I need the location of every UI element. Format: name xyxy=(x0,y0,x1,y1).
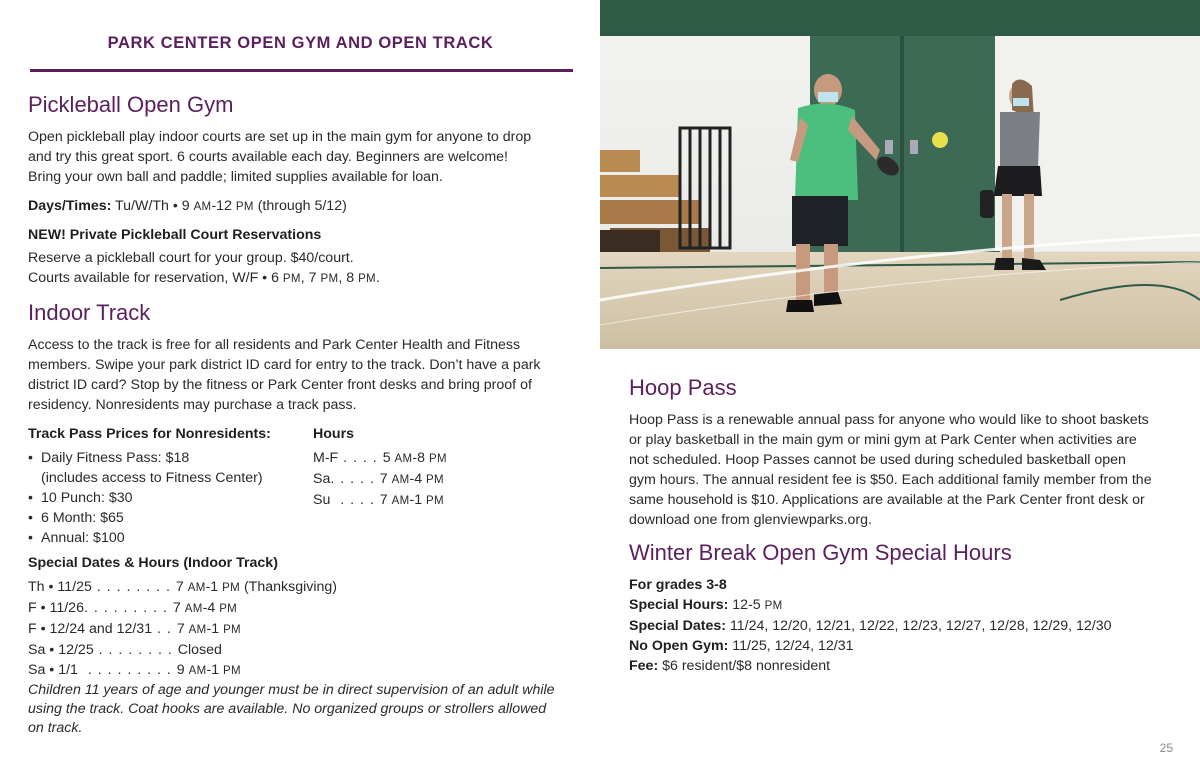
winter-hours-label: Special Hours: xyxy=(629,597,729,613)
pm-label: PM xyxy=(428,453,447,465)
private-reservations-title xyxy=(28,225,321,245)
hoop-line: download one from glenviewparks.org. xyxy=(629,512,872,528)
hours-row xyxy=(313,448,447,469)
hours-time: -1 xyxy=(409,492,427,508)
pickleball-heading: Pickleball Open Gym xyxy=(28,92,234,117)
winter-details xyxy=(629,575,1169,676)
pickleball-line: Bring your own ball and paddle; limited supplies available for loan. xyxy=(28,169,443,185)
special-row xyxy=(28,619,573,640)
hours-list xyxy=(313,448,447,511)
track-note-line: on track. xyxy=(28,720,83,736)
special-time: 7 xyxy=(176,621,189,637)
leader-dots: . . . . . . . . xyxy=(93,642,178,658)
private-text: . xyxy=(375,270,380,286)
price-subtext: (includes access to Fitness Center) xyxy=(41,470,263,486)
winter-grades-text: For grades 3-8 xyxy=(629,577,727,593)
special-note: (Thanksgiving) xyxy=(240,579,337,595)
leader-dots: . . . . xyxy=(338,450,383,466)
hours-row xyxy=(313,490,447,511)
track-description xyxy=(28,335,573,415)
pm-label: PM xyxy=(426,474,444,486)
hoop-line: Hoop Pass is a renewable annual pass for anyone who would like to shoot baskets xyxy=(629,412,1149,428)
winter-no-open-gym xyxy=(629,636,1169,656)
winter-noopen-label: No Open Gym: xyxy=(629,638,729,654)
leader-dots: . . . . . . . . xyxy=(91,579,176,595)
special-row xyxy=(28,640,573,660)
leader-dots: . . . . . . . . . xyxy=(77,662,177,678)
hours-time: 5 xyxy=(382,450,395,466)
winter-fee xyxy=(629,656,1169,676)
special-title-text: Special Dates & Hours (Indoor Track) xyxy=(28,555,278,571)
special-date: Th • 11/25 xyxy=(28,579,92,595)
leader-dots: . . . . xyxy=(330,492,380,508)
winter-fee-label: Fee: xyxy=(629,658,659,674)
pm-label: PM xyxy=(358,273,376,285)
private-text: , 7 xyxy=(300,270,321,286)
hoop-line: gym hours. The annual resident fee is $50. Each additional family member from the xyxy=(629,472,1152,488)
prices-title xyxy=(28,424,271,444)
pm-label: PM xyxy=(223,624,241,636)
winter-section xyxy=(629,540,1169,676)
private-text: , 8 xyxy=(338,270,359,286)
am-label: AM xyxy=(394,453,413,465)
price-text: 10 Punch: $30 xyxy=(41,490,133,506)
days-text: -12 xyxy=(211,198,236,214)
pm-label: PM xyxy=(219,603,238,615)
hours-row xyxy=(313,469,447,490)
bullet: • xyxy=(28,490,33,506)
days-text: (through 5/12) xyxy=(253,198,347,214)
pm-label: PM xyxy=(282,273,301,285)
pickleball-description xyxy=(28,127,573,187)
list-item xyxy=(28,488,308,508)
leader-dots: . . . . . xyxy=(330,471,380,487)
track-line: district ID card? Stop by the fitness or Park Center front desks and bring proof of xyxy=(28,377,532,393)
photo-illustration xyxy=(600,0,1200,349)
hoop-line: or play basketball in the main gym or mini gym at Park Center when activities are xyxy=(629,432,1137,448)
winter-fee-value: $6 resident/$8 nonresident xyxy=(658,658,831,674)
track-note xyxy=(28,681,573,738)
pm-label: PM xyxy=(764,600,783,612)
hoop-heading: Hoop Pass xyxy=(629,375,737,400)
special-time: -4 xyxy=(202,600,220,616)
hours-time: 7 xyxy=(379,471,392,487)
special-dates-list xyxy=(28,577,573,681)
hoop-line: not scheduled. Hoop Passes cannot be used during scheduled basketball open xyxy=(629,452,1126,468)
special-row xyxy=(28,660,573,681)
header-divider xyxy=(30,69,573,72)
special-time: -1 xyxy=(205,579,223,595)
special-time: -1 xyxy=(206,621,224,637)
winter-heading: Winter Break Open Gym Special Hours xyxy=(629,540,1012,565)
track-note-line: using the track. Coat hooks are available. No organized groups or strollers allowed xyxy=(28,701,547,717)
special-time: -1 xyxy=(206,662,224,678)
hours-title xyxy=(313,424,354,444)
special-row xyxy=(28,598,573,619)
winter-hours xyxy=(629,595,1169,616)
am-label: AM xyxy=(187,582,206,594)
leader-dots: . . xyxy=(152,621,177,637)
am-label: AM xyxy=(391,474,410,486)
winter-noopen-value: 11/25, 12/24, 12/31 xyxy=(728,638,854,654)
list-item xyxy=(28,528,308,548)
bullet: • xyxy=(28,450,33,466)
pickleball-line: and try this great sport. 6 courts available each day. Beginners are welcome! xyxy=(28,149,508,165)
am-label: AM xyxy=(188,624,207,636)
am-label: AM xyxy=(188,665,207,677)
hours-day: M-F xyxy=(313,450,339,466)
winter-dates-value: 11/24, 12/20, 12/21, 12/22, 12/23, 12/27, 12/28, 12/29, 12/30 xyxy=(726,618,1112,634)
list-item xyxy=(28,508,308,528)
pm-label: PM xyxy=(223,665,241,677)
special-time: Closed xyxy=(177,642,222,658)
special-time: 7 xyxy=(175,579,188,595)
special-time: 7 xyxy=(172,600,185,616)
pickleball-photo xyxy=(600,0,1200,349)
page-title: PARK CENTER OPEN GYM AND OPEN TRACK xyxy=(107,34,494,52)
special-time: 9 xyxy=(176,662,189,678)
pickleball-days xyxy=(28,196,347,217)
hoop-line: same household is $10. Applications are available at the Park Center front desk or xyxy=(629,492,1145,508)
list-item xyxy=(28,448,308,468)
private-line: Reserve a pickleball court for your group. $40/court. xyxy=(28,250,354,266)
special-date: F • 11/26 xyxy=(28,600,84,616)
special-row xyxy=(28,577,573,598)
pm-label: PM xyxy=(426,495,444,507)
hoop-section xyxy=(629,375,1169,530)
hours-day: Su xyxy=(313,492,331,508)
hours-time: -4 xyxy=(409,471,427,487)
private-line xyxy=(28,268,380,289)
special-date: Sa • 12/25 xyxy=(28,642,94,658)
prices-list xyxy=(28,448,308,548)
winter-hours-value: 12-5 xyxy=(728,597,765,613)
am-label: AM xyxy=(193,201,212,213)
track-line: members. Swipe your park district ID card for entry to the track. Don’t have a park xyxy=(28,357,541,373)
pm-label: PM xyxy=(235,201,254,213)
leader-dots: . . . . . . . . . xyxy=(83,600,173,616)
winter-dates-label: Special Dates: xyxy=(629,618,726,634)
hours-time: 7 xyxy=(379,492,392,508)
winter-dates xyxy=(629,616,1169,636)
am-label: AM xyxy=(184,603,203,615)
track-line: residency. Nonresidents may purchase a track pass. xyxy=(28,397,357,413)
winter-grades xyxy=(629,575,1169,595)
page-number: 25 xyxy=(1159,741,1173,755)
right-column xyxy=(600,0,1200,779)
track-note-line: Children 11 years of age and younger must be in direct supervision of an adult while xyxy=(28,682,555,698)
private-text: Courts available for reservation, W/F • 6 xyxy=(28,270,283,286)
pm-label: PM xyxy=(320,273,339,285)
price-text: Annual: $100 xyxy=(41,530,125,546)
days-text: Tu/W/Th • 9 xyxy=(115,198,194,214)
prices-title-text: Track Pass Prices for Nonresidents: xyxy=(28,426,271,442)
special-date: F • 12/24 and 12/31 xyxy=(28,621,153,637)
hours-day: Sa xyxy=(313,471,331,487)
days-label: Days/Times: xyxy=(28,198,112,214)
special-date: Sa • 1/1 xyxy=(28,662,78,678)
pickleball-line: Open pickleball play indoor courts are set up in the main gym for anyone to drop xyxy=(28,129,532,145)
track-heading: Indoor Track xyxy=(28,300,151,325)
am-label: AM xyxy=(391,495,410,507)
price-text: Daily Fitness Pass: $18 xyxy=(41,450,190,466)
price-text: 6 Month: $65 xyxy=(41,510,124,526)
private-title-text: NEW! Private Pickleball Court Reservations xyxy=(28,227,322,243)
hours-time: -8 xyxy=(412,450,429,466)
hoop-description xyxy=(629,410,1169,530)
special-dates-title xyxy=(28,553,278,573)
track-line: Access to the track is free for all residents and Park Center Health and Fitness xyxy=(28,337,521,353)
hours-title-text: Hours xyxy=(313,426,354,442)
list-item-sub xyxy=(28,468,308,488)
bullet: • xyxy=(28,510,33,526)
bullet: • xyxy=(28,530,33,546)
pm-label: PM xyxy=(222,582,240,594)
